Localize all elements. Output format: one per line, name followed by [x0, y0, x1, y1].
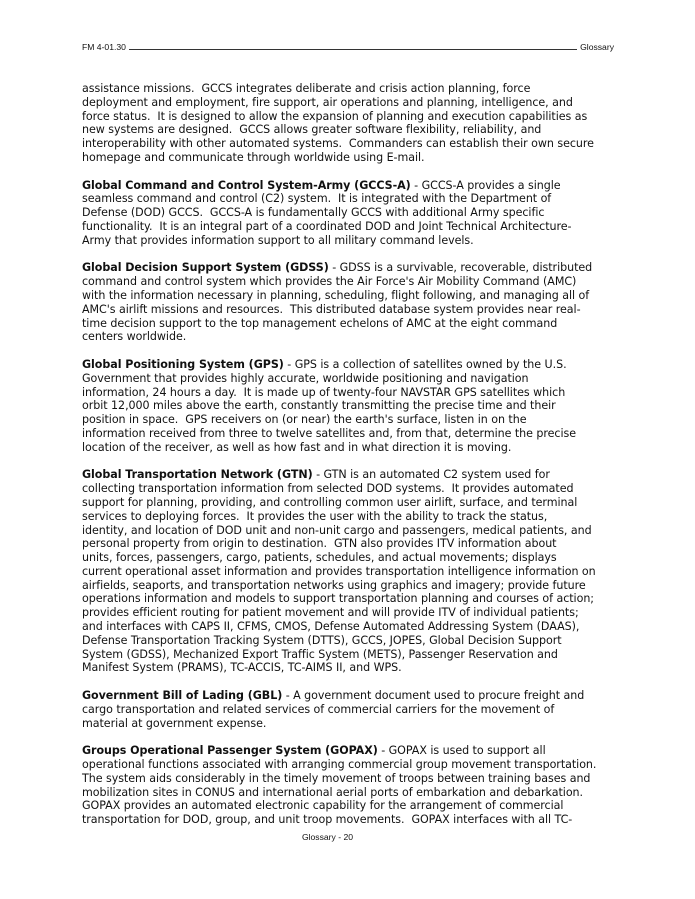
definition-text: with the information necessary in planning, scheduling, flight following, and managing all of [82, 288, 590, 302]
glossary-continuation [82, 82, 622, 165]
definition-text: Army that provides information support to all military command levels. [82, 233, 474, 247]
text-line [82, 772, 622, 786]
text-line [82, 482, 622, 496]
definition-text: seamless command and control (C2) system. It is integrated with the Department of [82, 192, 552, 206]
definition-text: - A government document used to procure freight and [282, 689, 585, 703]
text-line [82, 96, 622, 110]
text-line [82, 620, 622, 634]
definition-text: support for planning, providing, and controlling common user airlift, surface, and terminal [82, 495, 578, 509]
definition-text: homepage and communicate through worldwide using E-mail. [82, 150, 425, 164]
glossary-term: Government Bill of Lading (GBL) [82, 689, 283, 703]
definition-text: orbit 12,000 miles above the earth, constantly transmitting the precise time and their [82, 399, 556, 413]
text-line [82, 592, 622, 606]
glossary-term: Global Transportation Network (GTN) [82, 468, 313, 482]
text-line [82, 496, 622, 510]
definition-text: command and control system which provides the Air Force's Air Mobility Command (AMC) [82, 275, 577, 289]
definition-text: personal property from origin to destination. GTN also provides ITV information about [82, 537, 557, 551]
definition-text: - GDSS is a survivable, recoverable, distributed [328, 261, 593, 275]
text-line [82, 565, 622, 579]
header-doc-id: FM 4-01.30 [82, 42, 126, 52]
definition-text: - GTN is an automated C2 system used for [312, 468, 550, 482]
text-line [82, 234, 622, 248]
glossary-entry [82, 179, 622, 248]
definition-text: - GOPAX is used to support all [377, 744, 546, 758]
definition-text: identity, and location of DOD unit and non-unit cargo and passengers, medical patients, and [82, 523, 592, 537]
text-line [82, 137, 622, 151]
header-rule [129, 49, 577, 50]
definition-text: - GCCS-A provides a single [410, 178, 561, 192]
definition-text: GOPAX provides an automated electronic capability for the arrangement of commercial [82, 799, 564, 813]
text-line [82, 648, 622, 662]
text-line [82, 689, 622, 703]
text-line [82, 799, 622, 813]
glossary-entry [82, 468, 622, 675]
definition-text: Defense (DOD) GCCS. GCCS-A is fundamentally GCCS with additional Army specific [82, 206, 545, 220]
definition-text: functionality. It is an integral part of a coordinated DOD and Joint Technical Architecture- [82, 219, 572, 233]
text-line [82, 786, 622, 800]
text-line [82, 317, 622, 331]
text-line [82, 524, 622, 538]
text-line [82, 372, 622, 386]
definition-text: Manifest System (PRAMS), TC-ACCIS, TC-AIMS II, and WPS. [82, 661, 402, 675]
definition-text: centers worldwide. [82, 330, 187, 344]
text-line [82, 703, 622, 717]
header-section: Glossary [580, 42, 614, 52]
page-footer: Glossary - 20 [301, 832, 354, 842]
definition-text: and interfaces with CAPS II, CFMS, CMOS, Defense Automated Addressing System (DAAS), [82, 620, 580, 634]
definition-text: assistance missions. GCCS integrates deliberate and crisis action planning, force [82, 82, 531, 95]
text-line [82, 358, 622, 372]
definition-text: transportation for DOD, group, and unit troop movements. GOPAX interfaces with all TC- [82, 813, 573, 827]
text-line [82, 758, 622, 772]
definition-text: collecting transportation information from selected DOD systems. It provides automated [82, 482, 574, 496]
definition-text: time decision support to the top management echelons of AMC at the eight command [82, 316, 558, 330]
text-line [82, 413, 622, 427]
definition-text: provides efficient routing for patient movement and will provide ITV of individual patients; [82, 606, 579, 620]
definition-text: current operational asset information and provides transportation intelligence information on [82, 564, 596, 578]
glossary-body [82, 82, 622, 841]
glossary-entry [82, 689, 622, 730]
glossary-term: Groups Operational Passenger System (GOPAX) [82, 744, 378, 758]
definition-text: operations information and models to support transportation planning and courses of action; [82, 592, 594, 606]
text-line [82, 179, 622, 193]
definition-text: new systems are designed. GCCS allows greater software flexibility, reliability, and [82, 123, 542, 137]
text-line [82, 386, 622, 400]
definition-text: deployment and employment, fire support, air operations and planning, intelligence, and [82, 95, 573, 109]
definition-text: Defense Transportation Tracking System (DTTS), GCCS, JOPES, Global Decision Support [82, 633, 562, 647]
definition-text: operational functions associated with arranging commercial group movement transportation. [82, 758, 597, 772]
text-line [82, 661, 622, 675]
definition-text: location of the receiver, as well as how fast and in what direction it is moving. [82, 440, 512, 454]
definition-text: cargo transportation and related services of commercial carriers for the movement of [82, 702, 555, 716]
definition-text: AMC's airlift missions and resources. This distributed database system provides near real- [82, 302, 581, 316]
text-line [82, 123, 622, 137]
text-line [82, 606, 622, 620]
text-line [82, 717, 622, 731]
text-line [82, 303, 622, 317]
text-line [82, 510, 622, 524]
text-line [82, 813, 622, 827]
text-line [82, 192, 622, 206]
definition-text: mobilization sites in CONUS and international aerial ports of embarkation and debarkation. [82, 785, 584, 799]
text-line [82, 330, 622, 344]
definition-text: services to deploying forces. It provides the user with the ability to track the status, [82, 509, 548, 523]
text-line [82, 289, 622, 303]
text-line [82, 261, 622, 275]
glossary-entry [82, 261, 622, 344]
definition-text: information, 24 hours a day. It is made up of twenty-four NAVSTAR GPS satellites which [82, 385, 566, 399]
page-header [82, 39, 614, 52]
glossary-term: Global Command and Control System-Army (GCCS-A) [82, 178, 411, 192]
text-line [82, 275, 622, 289]
glossary-term: Global Decision Support System (GDSS) [82, 261, 329, 275]
text-line [82, 110, 622, 124]
text-line [82, 744, 622, 758]
text-line [82, 151, 622, 165]
definition-text: interoperability with other automated systems. Commanders can establish their own secure [82, 137, 594, 151]
text-line [82, 82, 622, 96]
text-line [82, 468, 622, 482]
text-line [82, 441, 622, 455]
text-line [82, 220, 622, 234]
definition-text: position in space. GPS receivers on (or near) the earth's surface, listen in on the [82, 413, 527, 427]
text-line [82, 634, 622, 648]
definition-text: - GPS is a collection of satellites owned by the U.S. [283, 357, 567, 371]
glossary-entry [82, 744, 622, 827]
definition-text: information received from three to twelve satellites and, from that, determine the precise [82, 426, 577, 440]
text-line [82, 206, 622, 220]
glossary-entry [82, 358, 622, 455]
text-line [82, 427, 622, 441]
definition-text: System (GDSS), Mechanized Export Traffic System (METS), Passenger Reservation and [82, 647, 558, 661]
glossary-term: Global Positioning System (GPS) [82, 357, 284, 371]
definition-text: The system aids considerably in the timely movement of troops between training bases and [82, 771, 591, 785]
text-line [82, 537, 622, 551]
text-line [82, 551, 622, 565]
definition-text: Government that provides highly accurate, worldwide positioning and navigation [82, 371, 529, 385]
definition-text: units, forces, passengers, cargo, patients, schedules, and actual movements; displays [82, 551, 557, 565]
definition-text: airfields, seaports, and transportation networks using graphics and imagery; provide future [82, 578, 586, 592]
text-line [82, 399, 622, 413]
definition-text: force status. It is designed to allow the expansion of planning and execution capabilities as [82, 109, 588, 123]
text-line [82, 579, 622, 593]
definition-text: material at government expense. [82, 716, 267, 730]
